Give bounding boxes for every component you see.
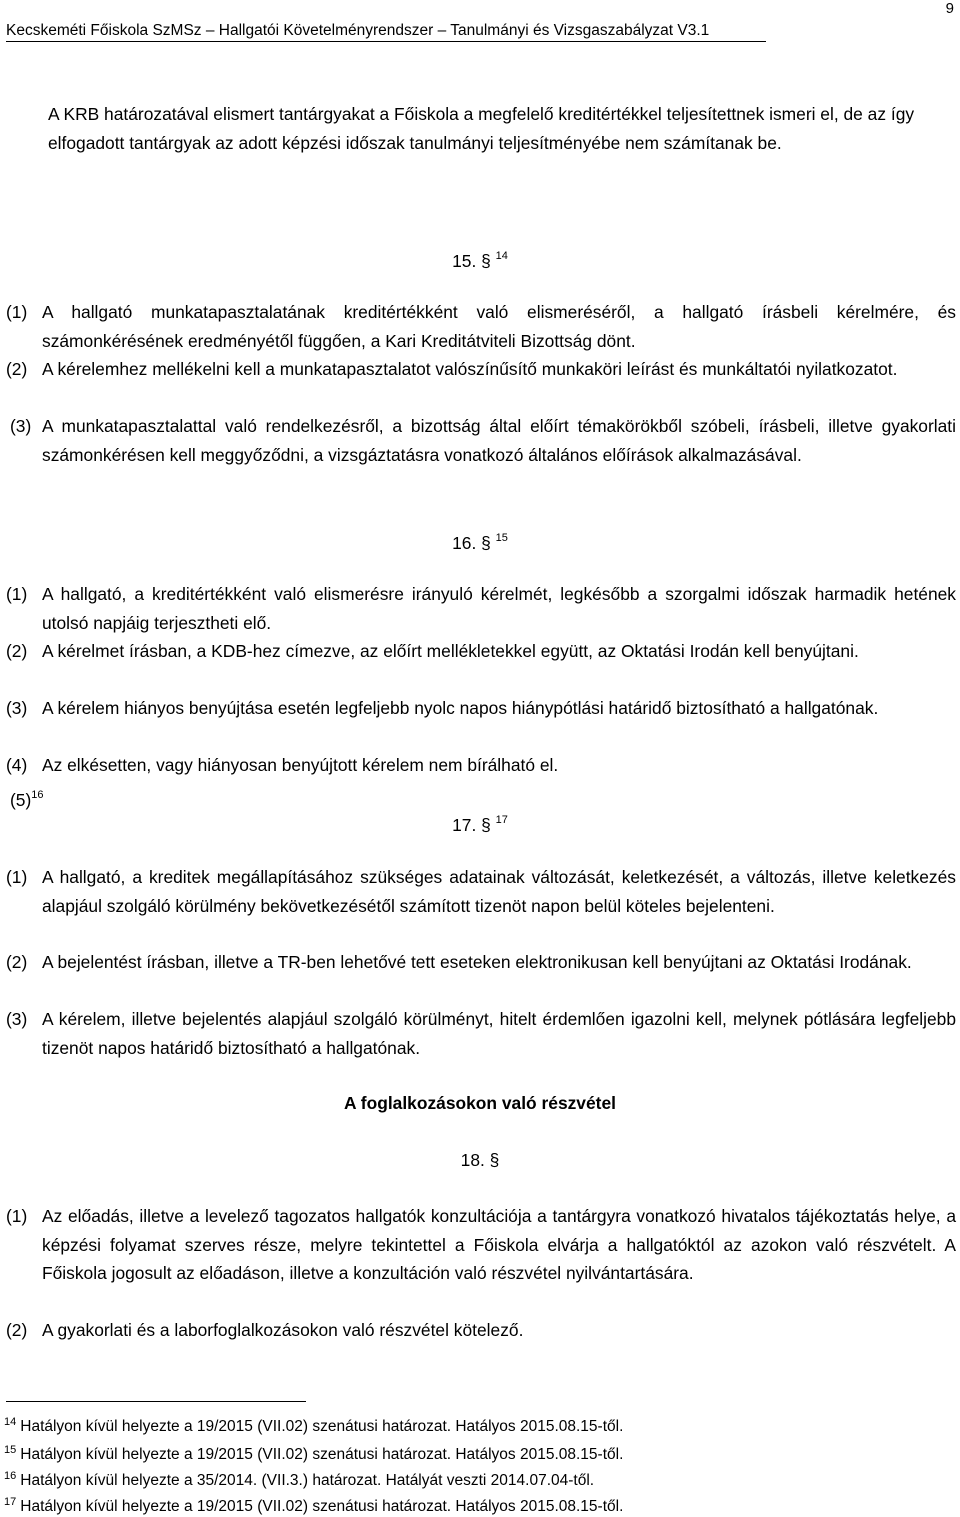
s17-item-3 xyxy=(6,1005,956,1062)
page-number: 9 xyxy=(945,0,954,17)
running-header: Kecskeméti Főiskola SzMSz – Hallgatói Követelményrendszer – Tanulmányi és Vizsgaszabályzat V3.1 xyxy=(6,22,766,42)
section-18-title xyxy=(0,1148,960,1172)
item-number: (3) xyxy=(6,1009,28,1029)
item-number: (1) xyxy=(6,867,28,887)
section-16-title xyxy=(0,526,960,555)
section-heading: A foglalkozásokon való részvétel xyxy=(344,1093,616,1113)
footnote-15 xyxy=(4,1440,623,1465)
footnote-number: 14 xyxy=(4,1416,17,1428)
item-text: A kérelem, illetve bejelentés alapjául szolgáló körülményt, hitelt érdemlően igazolni kell, melynek pótlására legfeljebb tizenöt napos határidő biztosítható a hallgatónak. xyxy=(42,1009,956,1058)
footnote-text: Hatályon kívül helyezte a 19/2015 (VII.02) szenátusi határozat. Hatályos 2015.08.15-től. xyxy=(20,1498,624,1515)
s18-item-2 xyxy=(6,1316,956,1345)
item-text: A munkatapasztalattal való rendelkezésről, a bizottság által előírt témakörökből szóbeli, írásbeli, illetve gyakorlati számonkérésen kell meggyőződni, a vizsgáztatásra vonatkozó általános előírások alkalmazásával. xyxy=(42,416,956,465)
footnote-ref: 17 xyxy=(495,814,508,826)
footnote-ref: 16 xyxy=(31,789,44,801)
item-number: (3) xyxy=(10,416,32,436)
section-title-text: 15. § xyxy=(452,251,491,271)
s15-item-3 xyxy=(6,412,956,469)
footnote-ref: 14 xyxy=(495,250,508,262)
item-number: (5) xyxy=(10,790,32,810)
footnote-text: Hatályon kívül helyezte a 19/2015 (VII.02) szenátusi határozat. Hatályos 2015.08.15-től. xyxy=(20,1418,624,1435)
item-text: A hallgató, a kreditek megállapításához szükséges adatainak változását, keletkezését, a változás, illetve keletkezés alapjául szolgáló körülmény bekövetkezésétől számított tizenöt napon belül köteles bejelenteni. xyxy=(42,867,956,916)
footnote-number: 15 xyxy=(4,1444,17,1456)
footnote-16 xyxy=(4,1466,594,1491)
item-number: (1) xyxy=(6,584,28,604)
item-text: A kérelem hiányos benyújtása esetén legfeljebb nyolc napos hiánypótlási határidő biztosítható a hallgatónak. xyxy=(42,698,879,718)
item-number: (1) xyxy=(6,302,28,322)
s15-item-2 xyxy=(6,355,956,384)
item-text: A kérelemhez mellékelni kell a munkatapasztalatot valószínűsítő munkaköri leírást és munkáltatói nyilatkozatot. xyxy=(42,359,898,379)
item-number: (1) xyxy=(6,1206,28,1226)
item-text: A hallgató munkatapasztalatának kreditértékként való elismeréséről, a hallgató írásbeli kérelmére, és számonkérésének eredményétől függően, a Kari Kreditátviteli Bizottság dönt. xyxy=(42,302,956,351)
footnote-separator xyxy=(6,1401,306,1402)
section-title-text: 18. § xyxy=(460,1150,500,1170)
item-text: Az előadás, illetve a levelező tagozatos hallgatók konzultációja a tantárgyra vonatkozó hivatalos tájékoztatás helye, a képzési folyamat szerves része, melyre tekintettel a Főiskola elvárja a hallgatóktól az azokon való részvételt. A Főiskola jogosult az előadáson, illetve a konzultáción való részvétel nyilvántartására. xyxy=(42,1206,956,1283)
intro-paragraph: A KRB határozatával elismert tantárgyakat a Főiskola a megfelelő kreditértékkel teljesítettnek ismeri el, de az így elfogadott tantárgyak az adott képzési időszak tanulmányi teljesítményébe nem számítanak be. xyxy=(48,104,915,153)
item-number: (2) xyxy=(6,1320,28,1340)
s16-item-3 xyxy=(6,694,956,723)
item-number: (2) xyxy=(6,952,28,972)
s16-item-4 xyxy=(6,751,956,780)
s17-item-1 xyxy=(6,863,956,920)
section-17-title xyxy=(0,808,960,837)
footnote-ref: 15 xyxy=(495,532,508,544)
s18-item-1 xyxy=(6,1202,956,1288)
item-number: (2) xyxy=(6,359,28,379)
section-title-text: 17. § xyxy=(452,815,491,835)
item-text: A hallgató, a kreditértékként való elismerésre irányuló kérelmét, legkésőbb a szorgalmi időszak harmadik hetének utolsó napjáig terjesztheti elő. xyxy=(42,584,956,633)
item-number: (4) xyxy=(6,755,28,775)
item-text: A gyakorlati és a laborfoglalkozásokon való részvétel kötelező. xyxy=(42,1320,524,1340)
footnote-number: 16 xyxy=(4,1470,17,1482)
section-15-title xyxy=(0,244,960,273)
item-number: (2) xyxy=(6,641,28,661)
footnote-14 xyxy=(4,1412,623,1437)
footnote-text: Hatályon kívül helyezte a 19/2015 (VII.02) szenátusi határozat. Hatályos 2015.08.15-től. xyxy=(20,1446,624,1463)
footnote-number: 17 xyxy=(4,1496,17,1508)
item-text: A bejelentést írásban, illetve a TR-ben lehetővé tett eseteken elektronikusan kell benyújtani az Oktatási Irodának. xyxy=(42,952,912,972)
s16-item-1 xyxy=(6,580,956,637)
footnote-text: Hatályon kívül helyezte a 35/2014. (VII.3.) határozat. Hatályát veszti 2014.07.04-től. xyxy=(20,1472,595,1489)
item-text: A kérelmet írásban, a KDB-hez címezve, az előírt mellékletekkel együtt, az Oktatási Irodán kell benyújtani. xyxy=(42,641,859,661)
item-number: (3) xyxy=(6,698,28,718)
section-title-text: 16. § xyxy=(452,533,491,553)
footnote-17 xyxy=(4,1492,623,1517)
s17-item-2 xyxy=(6,948,956,977)
item-text: Az elkésetten, vagy hiányosan benyújtott kérelem nem bírálható el. xyxy=(42,755,559,775)
s15-item-1 xyxy=(6,298,956,355)
s16-item-2 xyxy=(6,637,956,666)
